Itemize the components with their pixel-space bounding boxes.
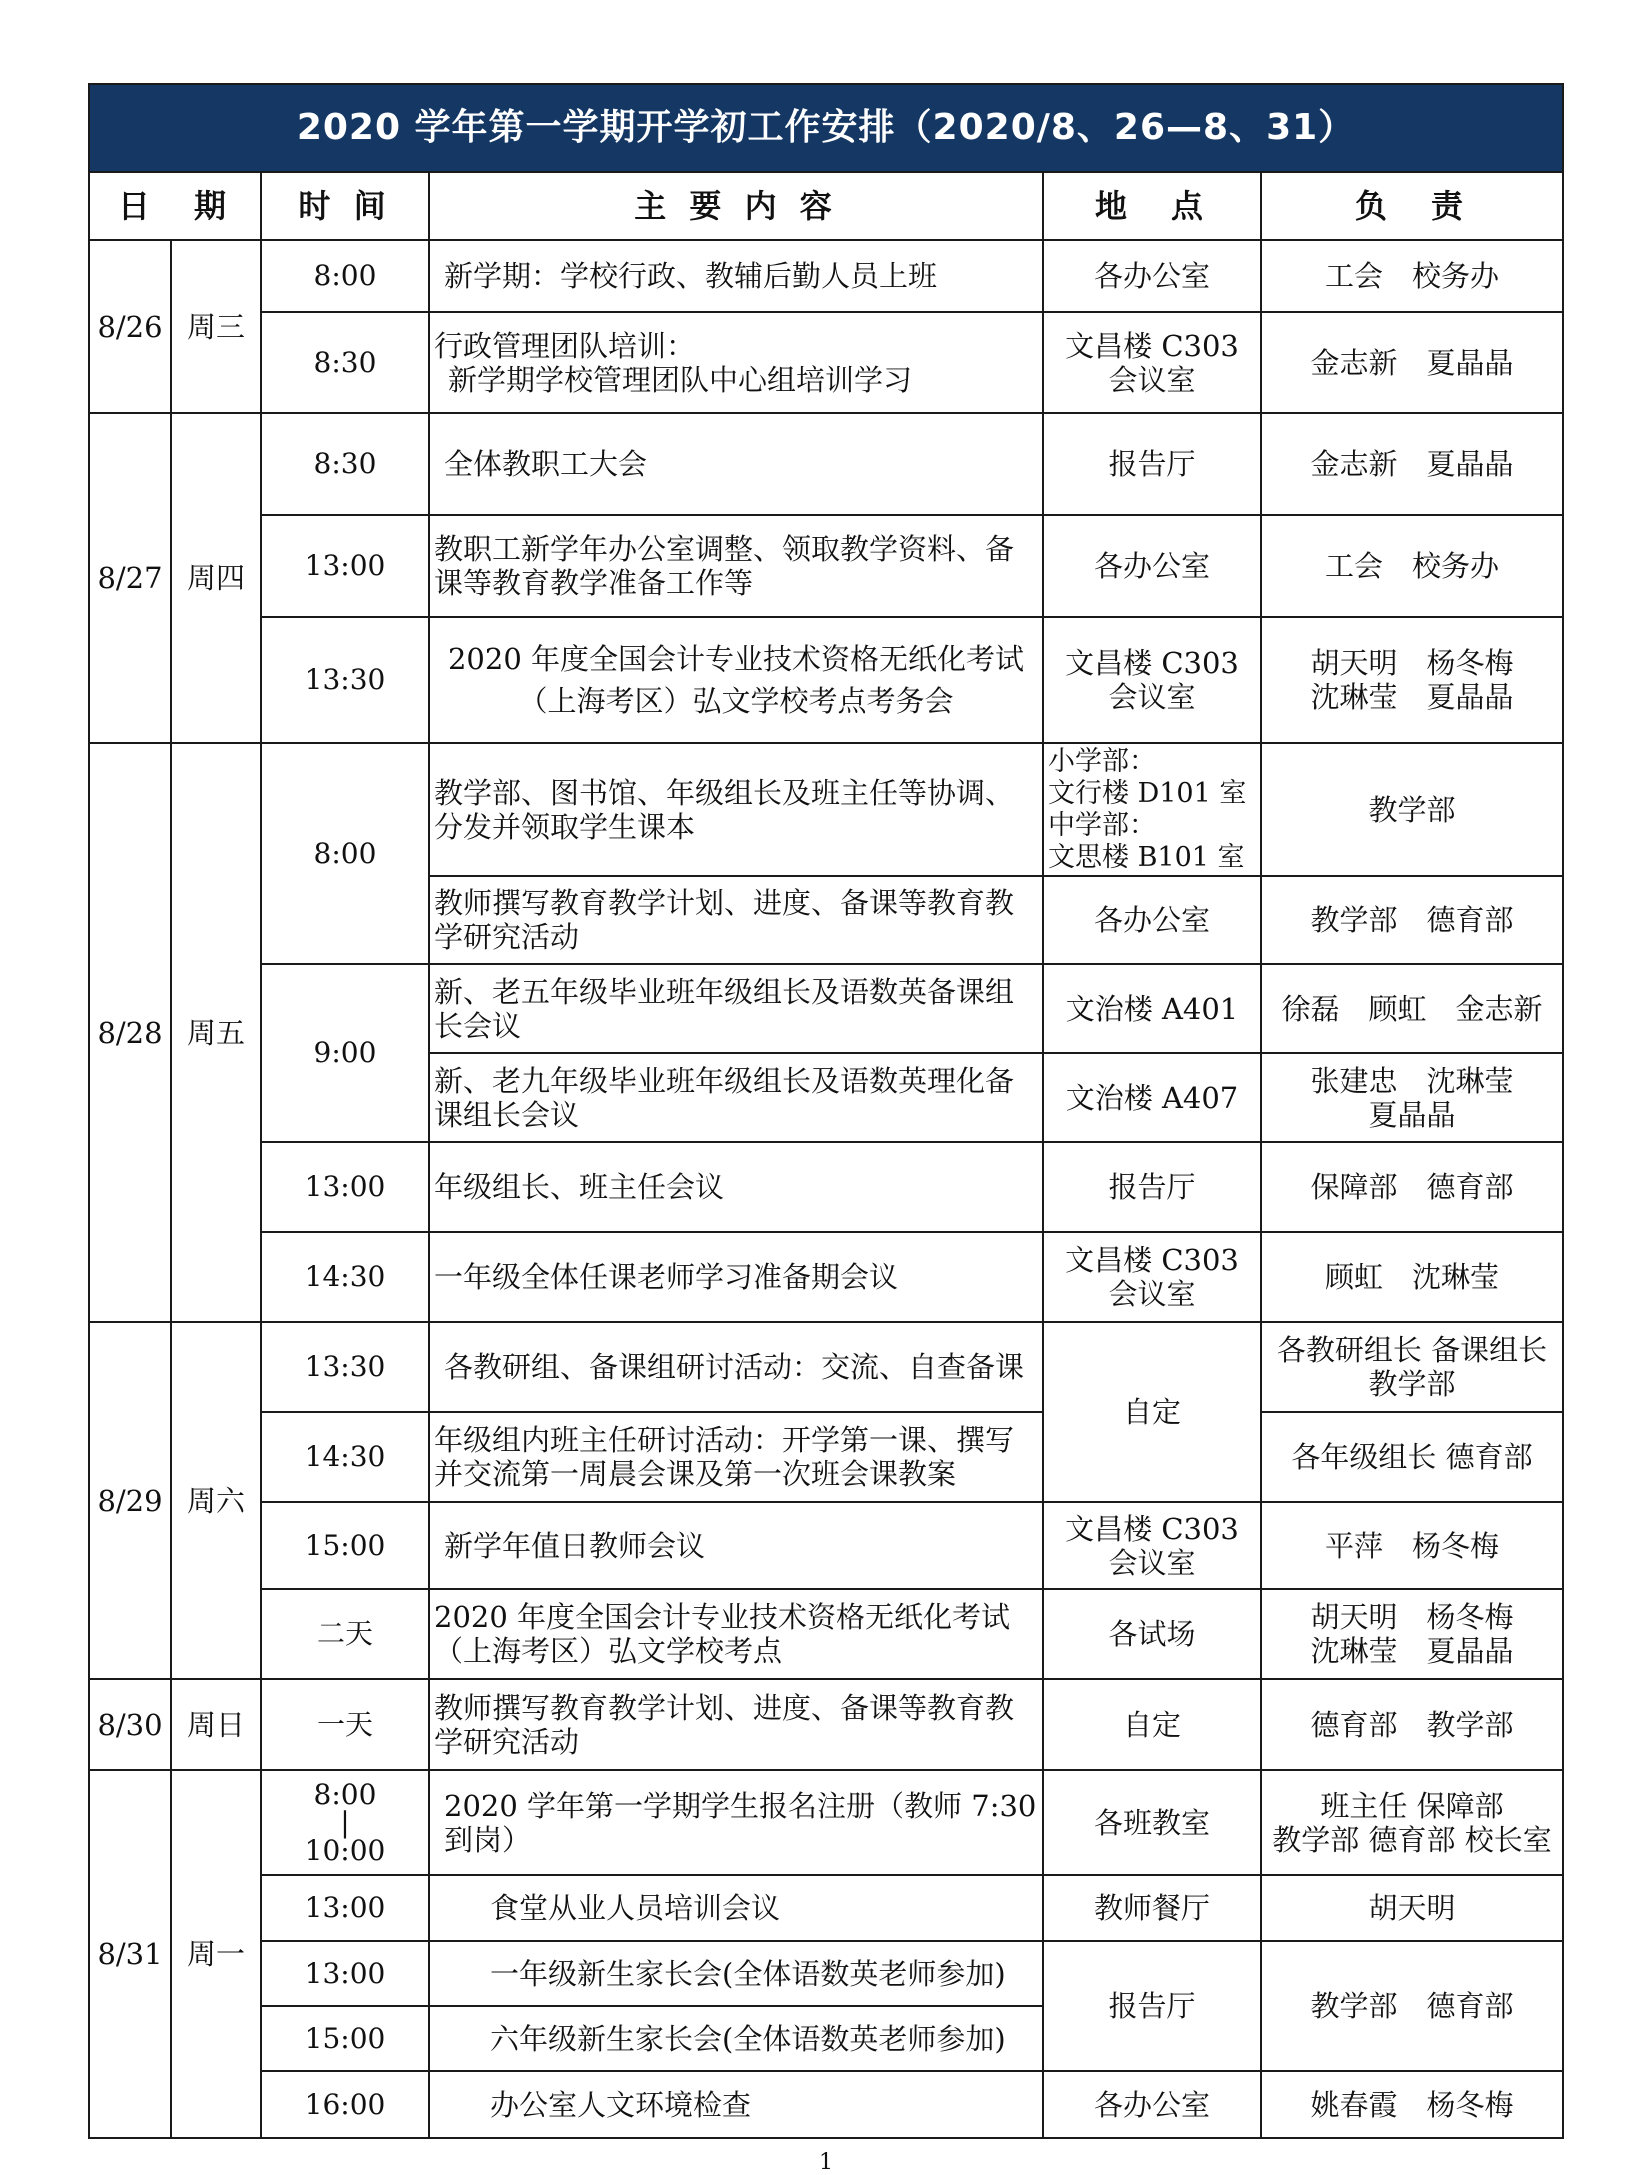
content-cell: 全体教职工大会: [429, 413, 1043, 515]
content-cell: 新学年值日教师会议: [429, 1502, 1043, 1589]
time-cell: 13:00: [261, 1941, 429, 2006]
place-line: 会议室: [1108, 680, 1196, 714]
resp-cell: 教学部: [1261, 743, 1563, 876]
place-cell: 报告厅: [1043, 1941, 1261, 2071]
table-row: [89, 1322, 1563, 1412]
resp-cell: 保障部 德育部: [1261, 1142, 1563, 1232]
place-line: 文行楼 D101 室: [1048, 777, 1247, 809]
place-cell: 报告厅: [1043, 1142, 1261, 1232]
place-cell: 自定: [1043, 1322, 1261, 1502]
place-cell: 各班教室: [1043, 1770, 1261, 1875]
table-row: [89, 1142, 1563, 1232]
time-cell: 13:30: [261, 1322, 429, 1412]
resp-cell: [1261, 1053, 1563, 1142]
resp-cell: 胡天明: [1261, 1875, 1563, 1941]
content-line: 新学期学校管理团队中心组培训学习: [448, 362, 913, 397]
date-cell: 8/31: [89, 1770, 171, 2138]
content-cell: 各教研组、备课组研讨活动：交流、自查备课: [429, 1322, 1043, 1412]
table-row: [89, 413, 1563, 515]
place-line: 中学部：: [1048, 809, 1156, 841]
resp-line: 张建忠 沈琳莹: [1310, 1063, 1514, 1098]
resp-cell: 金志新 夏晶晶: [1261, 312, 1563, 413]
content-line: 2020 年度全国会计专业技术资格无纸化考试: [447, 642, 1025, 676]
time-cell: 13:00: [261, 1875, 429, 1941]
place-cell: 报告厅: [1043, 413, 1261, 515]
place-line: 小学部：: [1048, 745, 1156, 777]
table-row: [89, 1679, 1563, 1770]
place-cell: [1043, 743, 1261, 876]
resp-cell: 平萍 杨冬梅: [1261, 1502, 1563, 1589]
date-cell: 8/26: [89, 240, 171, 413]
place-cell: 各办公室: [1043, 876, 1261, 964]
date-cell: 8/27: [89, 413, 171, 743]
content-cell: 一年级新生家长会(全体语数英老师参加): [429, 1941, 1043, 2006]
weekday-cell: 周四: [171, 413, 261, 743]
resp-line: 沈琳莹 夏晶晶: [1310, 1634, 1514, 1668]
table-row: [89, 240, 1563, 312]
resp-cell: [1261, 1770, 1563, 1875]
content-cell: 教职工新学年办公室调整、领取教学资料、备课等教育教学准备工作等: [429, 515, 1043, 617]
schedule-table: [88, 83, 1564, 2139]
schedule-sheet: [88, 83, 1562, 2139]
table-row: [89, 1589, 1563, 1679]
place-cell: 文治楼 A401: [1043, 964, 1261, 1053]
time-cell: 一天: [261, 1679, 429, 1770]
date-cell: 8/28: [89, 743, 171, 1322]
content-cell: 办公室人文环境检查: [429, 2071, 1043, 2138]
place-cell: 各办公室: [1043, 240, 1261, 312]
time-cell: 8:00: [261, 240, 429, 312]
table-row: [89, 1875, 1563, 1941]
content-cell: 食堂从业人员培训会议: [429, 1875, 1043, 1941]
time-cell: 13:30: [261, 617, 429, 743]
place-cell: [1043, 1502, 1261, 1589]
resp-line: 夏晶晶: [1368, 1097, 1456, 1132]
resp-cell: 金志新 夏晶晶: [1261, 413, 1563, 515]
time-cell: 13:00: [261, 515, 429, 617]
page-title: 2020 学年第一学期开学初工作安排（2020/8、26—8、31）: [89, 84, 1563, 172]
resp-cell: 教学部 德育部: [1261, 1941, 1563, 2071]
weekday-cell: 周三: [171, 240, 261, 413]
place-line: 会议室: [1108, 1277, 1196, 1311]
place-cell: 各办公室: [1043, 2071, 1261, 2138]
date-cell: 8/29: [89, 1322, 171, 1679]
table-row: [89, 1232, 1563, 1322]
table-row: [89, 743, 1563, 876]
time-cell: [261, 1770, 429, 1875]
content-line: 行政管理团队培训：: [434, 328, 696, 363]
time-cell: 14:30: [261, 1412, 429, 1502]
content-cell: 教师撰写教育教学计划、进度、备课等教育教学研究活动: [429, 876, 1043, 964]
resp-line: 班主任 保障部: [1320, 1788, 1504, 1823]
content-cell: 一年级全体任课老师学习准备期会议: [429, 1232, 1043, 1322]
resp-cell: [1261, 1322, 1563, 1412]
place-line: 文昌楼 C303: [1065, 1511, 1239, 1546]
time-cell: 13:00: [261, 1142, 429, 1232]
place-line: 文昌楼 C303: [1065, 328, 1239, 363]
place-cell: [1043, 312, 1261, 413]
place-cell: 各试场: [1043, 1589, 1261, 1679]
table-row: [89, 1502, 1563, 1589]
date-cell: 8/30: [89, 1679, 171, 1770]
place-line: 文昌楼 C303: [1065, 646, 1239, 680]
time-cell: 9:00: [261, 964, 429, 1142]
time-line: 10:00: [304, 1833, 386, 1867]
weekday-cell: 周一: [171, 1770, 261, 2138]
resp-cell: [1261, 617, 1563, 743]
resp-line: 教学部: [1368, 1367, 1456, 1401]
table-row: [89, 1941, 1563, 2006]
resp-cell: 顾虹 沈琳莹: [1261, 1232, 1563, 1322]
resp-cell: 各年级组长 德育部: [1261, 1412, 1563, 1502]
time-cell: 二天: [261, 1589, 429, 1679]
resp-line: 胡天明 杨冬梅: [1310, 1600, 1514, 1634]
content-cell: 2020 年度全国会计专业技术资格无纸化考试（上海考区）弘文学校考点: [429, 1589, 1043, 1679]
resp-line: 各教研组长 备课组长: [1276, 1333, 1548, 1367]
table-row: [89, 964, 1563, 1053]
place-cell: 自定: [1043, 1679, 1261, 1770]
resp-cell: 工会 校务办: [1261, 515, 1563, 617]
place-cell: 文治楼 A407: [1043, 1053, 1261, 1142]
table-row: [89, 1770, 1563, 1875]
content-cell: 2020 学年第一学期学生报名注册（教师 7:30 到岗）: [429, 1770, 1043, 1875]
time-cell: 15:00: [261, 1502, 429, 1589]
time-line: 8:00: [313, 1777, 377, 1811]
resp-cell: 工会 校务办: [1261, 240, 1563, 312]
resp-cell: 徐磊 顾虹 金志新: [1261, 964, 1563, 1053]
page-number: 1: [819, 2150, 833, 2175]
time-cell: 14:30: [261, 1232, 429, 1322]
resp-cell: 德育部 教学部: [1261, 1679, 1563, 1770]
content-cell: 新学期：学校行政、教辅后勤人员上班: [429, 240, 1043, 312]
table-row: [89, 1412, 1563, 1502]
place-cell: [1043, 617, 1261, 743]
time-cell: 8:30: [261, 312, 429, 413]
resp-line: 教学部 德育部 校长室: [1272, 1822, 1552, 1857]
time-cell: 8:00: [261, 743, 429, 964]
header-time: 时 间: [261, 172, 429, 240]
weekday-cell: 周日: [171, 1679, 261, 1770]
content-cell: 教学部、图书馆、年级组长及班主任等协调、分发并领取学生课本: [429, 743, 1043, 876]
table-row: [89, 312, 1563, 413]
content-cell: 年级组长、班主任会议: [429, 1142, 1043, 1232]
place-line: 会议室: [1108, 1545, 1196, 1580]
content-cell: 教师撰写教育教学计划、进度、备课等教育教学研究活动: [429, 1679, 1043, 1770]
header-resp: 负 责: [1261, 172, 1563, 240]
place-cell: 各办公室: [1043, 515, 1261, 617]
table-row: [89, 2071, 1563, 2138]
content-cell: 年级组内班主任研讨活动：开学第一课、撰写并交流第一周晨会课及第一次班会课教案: [429, 1412, 1043, 1502]
resp-line: 沈琳莹 夏晶晶: [1310, 680, 1514, 714]
header-place: 地 点: [1043, 172, 1261, 240]
content-line: （上海考区）弘文学校考点考务会: [518, 684, 954, 718]
weekday-cell: 周六: [171, 1322, 261, 1679]
place-cell: 教师餐厅: [1043, 1875, 1261, 1941]
resp-cell: [1261, 1589, 1563, 1679]
weekday-cell: 周五: [171, 743, 261, 1322]
table-row: [89, 515, 1563, 617]
resp-cell: 教学部 德育部: [1261, 876, 1563, 964]
content-cell: 新、老九年级毕业班年级组长及语数英理化备课组长会议: [429, 1053, 1043, 1142]
place-cell: [1043, 1232, 1261, 1322]
place-line: 文昌楼 C303: [1065, 1243, 1239, 1277]
content-cell: 新、老五年级毕业班年级组长及语数英备课组长会议: [429, 964, 1043, 1053]
place-line: 文思楼 B101 室: [1048, 841, 1245, 873]
resp-cell: 姚春霞 杨冬梅: [1261, 2071, 1563, 2138]
place-line: 会议室: [1108, 362, 1196, 397]
table-row: [89, 617, 1563, 743]
header-date: 日 期: [89, 172, 261, 240]
header-content: 主 要 内 容: [429, 172, 1043, 240]
content-cell: [429, 312, 1043, 413]
time-line: |: [340, 1805, 350, 1839]
content-cell: 六年级新生家长会(全体语数英老师参加): [429, 2006, 1043, 2071]
time-cell: 16:00: [261, 2071, 429, 2138]
resp-line: 胡天明 杨冬梅: [1310, 646, 1514, 680]
content-cell: [429, 617, 1043, 743]
time-cell: 8:30: [261, 413, 429, 515]
time-cell: 15:00: [261, 2006, 429, 2071]
